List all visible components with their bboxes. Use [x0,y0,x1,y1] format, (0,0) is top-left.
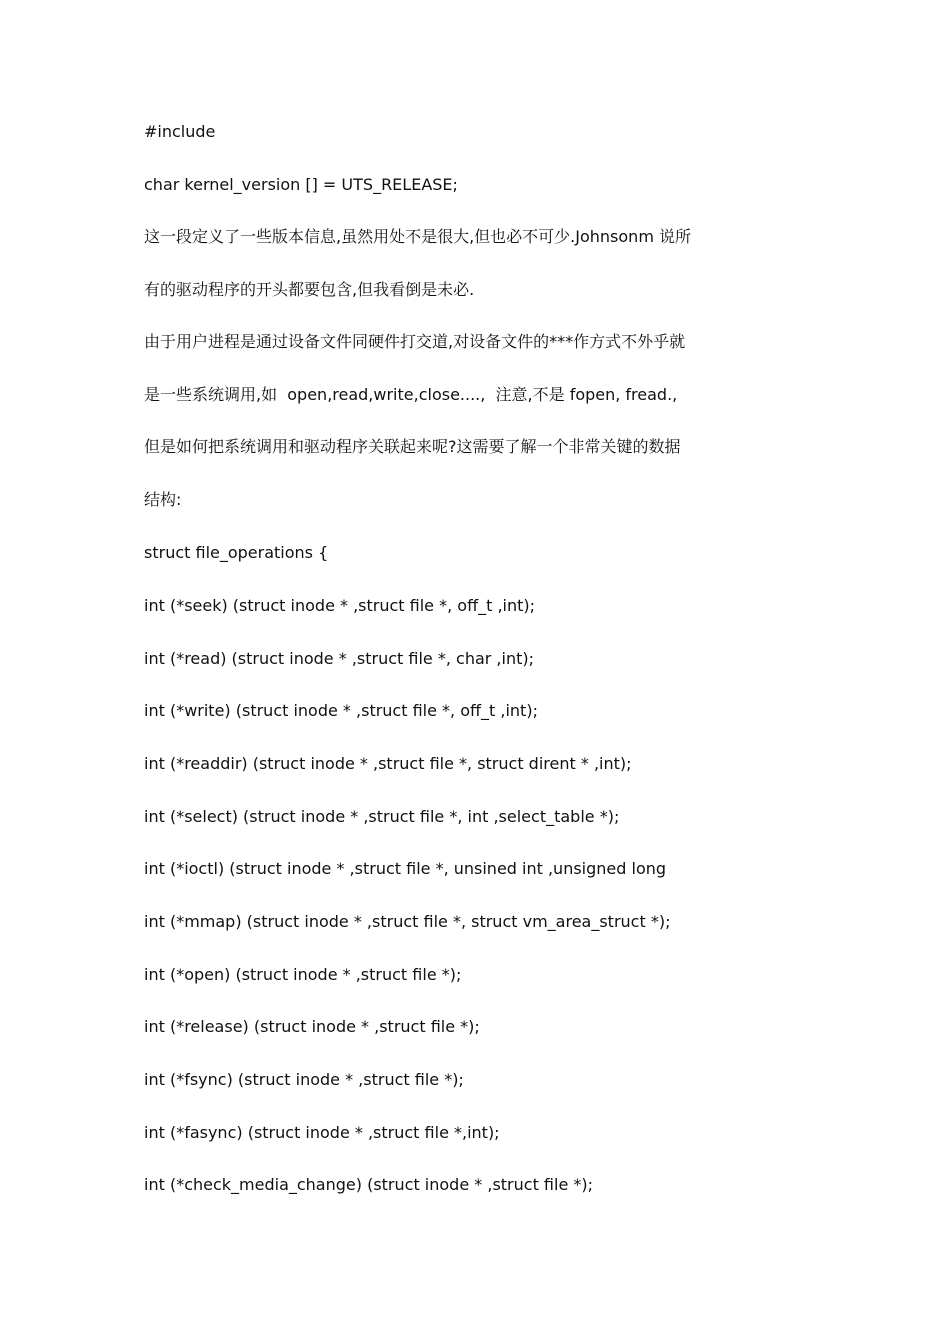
code-line-check-media-change: int (*check_media_change) (struct inode * ,struct file *); [144,1175,594,1194]
code-line-seek: int (*seek) (struct inode * ,struct file *, off_t ,int); [144,596,536,615]
code-line-fsync: int (*fsync) (struct inode * ,struct file *); [144,1070,464,1089]
text-line-paragraph-3b: 结构: [144,490,182,509]
text-line-paragraph-1b: 有的驱动程序的开头都要包含,但我看倒是未必. [144,280,475,299]
text-line-kernel-version: char kernel_version [] = UTS_RELEASE; [144,175,458,194]
code-line-mmap: int (*mmap) (struct inode * ,struct file *, struct vm_area_struct *); [144,912,671,931]
text-line-paragraph-2a: 由于用户进程是通过设备文件同硬件打交道,对设备文件的***作方式不外乎就 [144,332,686,351]
code-line-struct-open: struct file_operations { [144,543,329,562]
code-line-write: int (*write) (struct inode * ,struct file *, off_t ,int); [144,701,538,720]
code-line-fasync: int (*fasync) (struct inode * ,struct file *,int); [144,1123,500,1142]
code-line-select: int (*select) (struct inode * ,struct file *, int ,select_table *); [144,807,620,826]
code-line-release: int (*release) (struct inode * ,struct file *); [144,1017,480,1036]
text-line-paragraph-2b: 是一些系统调用,如 open,read,write,close...., 注意,不是 fopen, fread., [144,385,678,404]
text-line-include: #include [144,122,216,141]
code-line-readdir: int (*readdir) (struct inode * ,struct file *, struct dirent * ,int); [144,754,632,773]
text-line-paragraph-1a: 这一段定义了一些版本信息,虽然用处不是很大,但也必不可少.Johnsonm 说所 [144,227,691,246]
code-line-read: int (*read) (struct inode * ,struct file *, char ,int); [144,649,534,668]
code-line-open: int (*open) (struct inode * ,struct file *); [144,965,462,984]
code-line-ioctl: int (*ioctl) (struct inode * ,struct file *, unsined int ,unsigned long [144,859,667,878]
text-line-paragraph-3a: 但是如何把系统调用和驱动程序关联起来呢?这需要了解一个非常关键的数据 [144,437,681,456]
